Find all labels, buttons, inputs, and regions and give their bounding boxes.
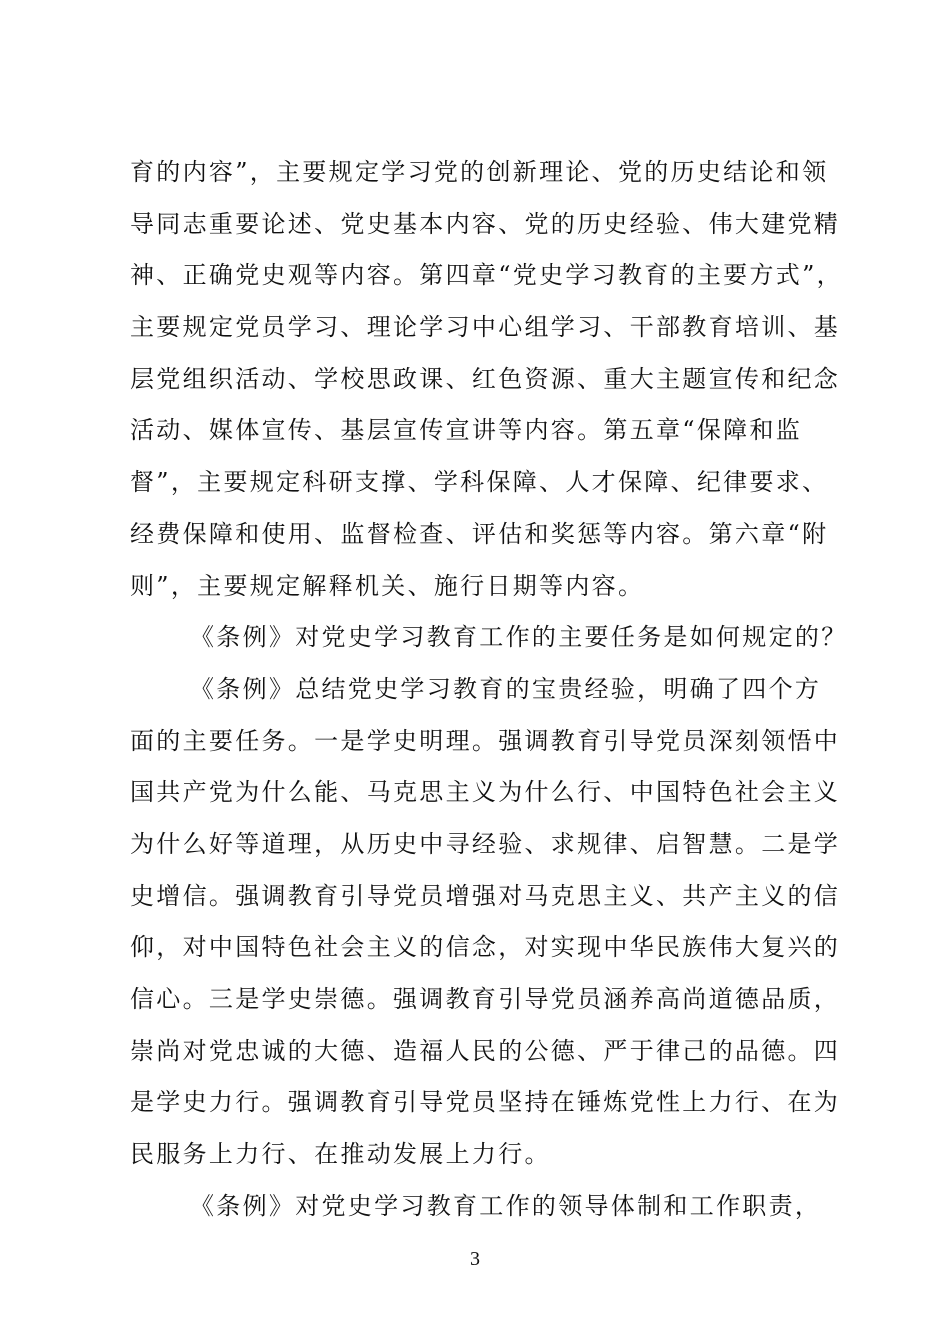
body-line-15: 史增信。强调教育引导党员增强对马克思主义、共产主义的信	[130, 881, 841, 910]
body-line-4: 主要规定党员学习、理论学习中心组学习、干部教育培训、基	[130, 313, 841, 342]
body-line-11: 《条例》总结党史学习教育的宝贵经验，明确了四个方	[190, 674, 822, 703]
body-line-3: 神、正确党史观等内容。第四章“党史学习教育的主要方式”，	[130, 261, 843, 290]
page-number: 3	[470, 1248, 480, 1270]
body-line-7: 督”，主要规定科研支撑、学科保障、人才保障、纪律要求、	[130, 468, 829, 497]
body-line-8: 经费保障和使用、监督检查、评估和奖惩等内容。第六章“附	[130, 519, 829, 548]
body-line-12: 面的主要任务。一是学史明理。强调教育引导党员深刻领悟中	[130, 726, 841, 755]
body-line-5: 层党组织活动、学校思政课、红色资源、重大主题宣传和纪念	[130, 364, 841, 393]
body-line-2: 导同志重要论述、党史基本内容、党的历史经验、伟大建党精	[130, 209, 841, 238]
body-line-19: 是学史力行。强调教育引导党员坚持在锤炼党性上力行、在为	[130, 1088, 841, 1117]
body-line-18: 崇尚对党忠诚的大德、造福人民的公德、严于律己的品德。四	[130, 1036, 841, 1065]
body-line-14: 为什么好等道理，从历史中寻经验、求规律、启智慧。二是学	[130, 829, 841, 858]
section-question-heading: 《条例》对党史学习教育工作的主要任务是如何规定的？	[190, 623, 848, 652]
body-line-9: 则”，主要规定解释机关、施行日期等内容。	[130, 571, 645, 600]
document-body	[130, 147, 848, 1232]
body-line-13: 国共产党为什么能、马克思主义为什么行、中国特色社会主义	[130, 778, 841, 807]
body-line-1: 育的内容”，主要规定学习党的创新理论、党的历史结论和领	[130, 158, 829, 186]
body-line-17: 信心。三是学史崇德。强调教育引导党员涵养高尚道德品质，	[130, 985, 841, 1013]
body-line-21: 《条例》对党史学习教育工作的领导体制和工作职责，	[190, 1191, 822, 1220]
body-line-16: 仰，对中国特色社会主义的信念，对实现中华民族伟大复兴的	[130, 933, 841, 962]
body-line-6: 活动、媒体宣传、基层宣传宣讲等内容。第五章“保障和监	[130, 416, 803, 445]
body-line-20: 民服务上力行、在推动发展上力行。	[130, 1140, 551, 1169]
